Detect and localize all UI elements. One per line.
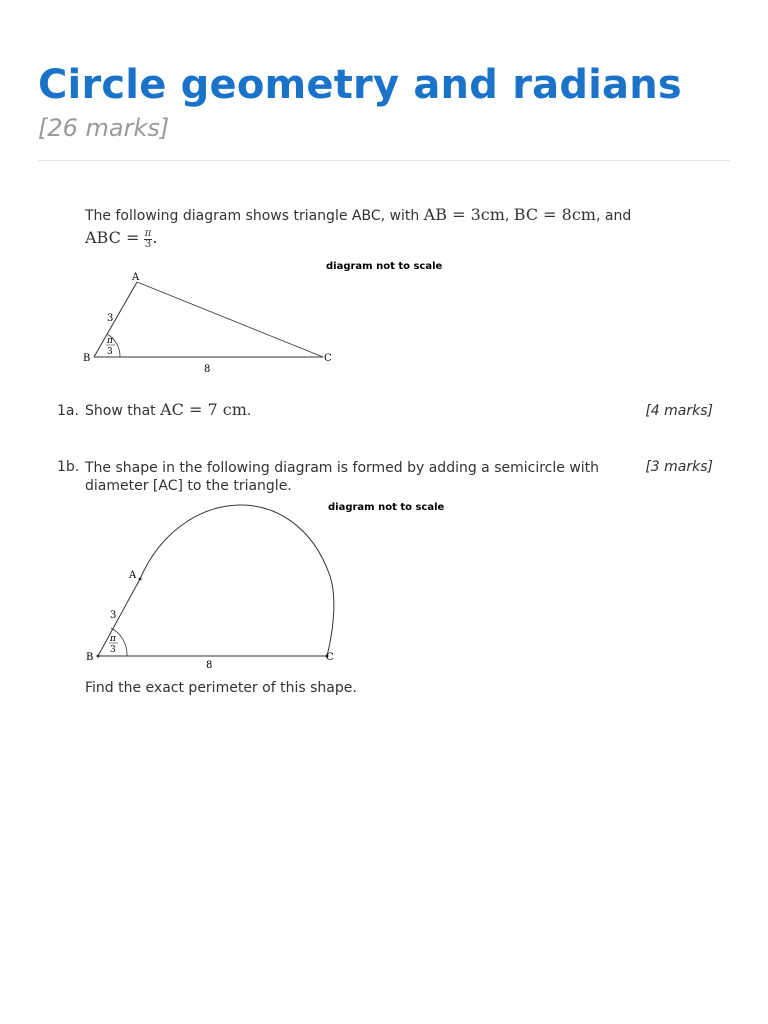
total-marks: [26 marks] bbox=[38, 114, 170, 142]
divider bbox=[38, 160, 730, 161]
angle-denominator: 3 bbox=[107, 347, 113, 357]
side-bc-length: 8 bbox=[206, 660, 213, 671]
vertex-a-label: A bbox=[132, 272, 140, 283]
question-number-1a: 1a. bbox=[57, 403, 79, 419]
math-ab: AB = 3cm bbox=[423, 205, 505, 224]
q1a-text: Show that bbox=[85, 403, 161, 419]
side-ab-length: 3 bbox=[107, 313, 114, 324]
angle-numerator: π bbox=[110, 634, 116, 644]
intro-text: The following diagram shows triangle ABC, with bbox=[85, 208, 424, 224]
intro-end: . bbox=[152, 228, 158, 247]
vertex-b-label: B bbox=[83, 353, 91, 364]
side-ab bbox=[98, 579, 140, 656]
semicircle-arc bbox=[140, 505, 334, 656]
question-1a-marks: [4 marks] bbox=[645, 403, 713, 419]
math-angle-abc: ABC = bbox=[85, 228, 140, 247]
intro-sep1: , bbox=[504, 208, 514, 224]
vertex-c-label: C bbox=[326, 652, 334, 663]
math-angle-fraction: $\frac{\pi}{3}$ bbox=[144, 227, 152, 250]
side-ab-length: 3 bbox=[110, 610, 117, 621]
question-1b-followup: Find the exact perimeter of this shape. bbox=[85, 680, 357, 696]
vertex-c-label: C bbox=[324, 353, 332, 364]
point-a bbox=[139, 578, 142, 581]
diagram-caption: diagram not to scale bbox=[326, 261, 443, 272]
page-title: Circle geometry and radians bbox=[38, 62, 682, 108]
math-ac: AC = 7 cm bbox=[160, 400, 247, 419]
question-number-1b: 1b. bbox=[57, 459, 80, 475]
q1a-end: . bbox=[246, 403, 252, 419]
question-intro bbox=[85, 204, 705, 250]
angle-denominator: 3 bbox=[110, 645, 116, 655]
diagram-caption: diagram not to scale bbox=[328, 502, 445, 513]
vertex-b-label: B bbox=[86, 652, 94, 663]
question-1b-text: The shape in the following diagram is formed by adding a semicircle with diameter [AC] to the triangle. bbox=[85, 460, 600, 494]
angle-numerator: π bbox=[107, 336, 113, 346]
vertex-a-label: A bbox=[129, 570, 137, 581]
intro-sep2: , and bbox=[595, 208, 632, 224]
semicircle-diagram bbox=[80, 496, 460, 676]
question-1a-text bbox=[85, 401, 251, 420]
side-bc-length: 8 bbox=[204, 364, 211, 375]
side-ac bbox=[137, 282, 323, 357]
triangle-diagram bbox=[80, 256, 460, 380]
side-ab bbox=[94, 282, 137, 357]
point-b bbox=[97, 655, 100, 658]
question-1b-marks: [3 marks] bbox=[645, 459, 713, 475]
math-bc: BC = 8cm bbox=[513, 205, 596, 224]
